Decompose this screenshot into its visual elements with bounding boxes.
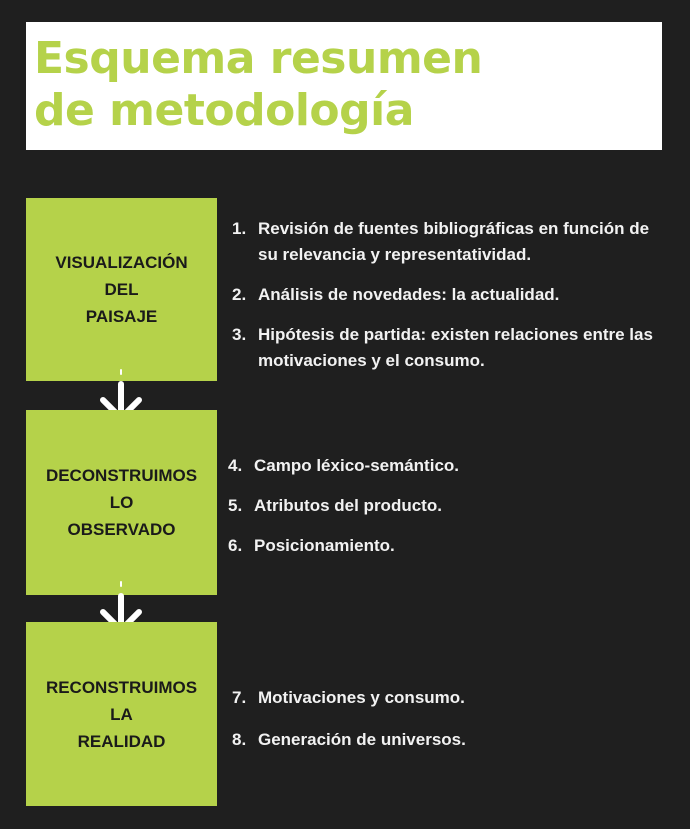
item-text: Hipótesis de partida: existen relaciones entre las motivaciones y el consumo. [258, 325, 653, 370]
stage-label-line: DEL [104, 280, 139, 299]
list-item [232, 322, 672, 374]
stage-3-items [232, 685, 672, 769]
stage-label-line: LO [109, 493, 134, 512]
item-number: 3. [232, 325, 247, 344]
item-number: 1. [232, 219, 247, 238]
item-number: 7. [232, 688, 247, 707]
item-text: Generación de universos. [258, 730, 466, 749]
list-item [232, 216, 672, 268]
stage-label-line: OBSERVADO [67, 520, 176, 539]
stage-box-deconstruimos [26, 410, 217, 595]
stage-label-line: DECONSTRUIMOS [45, 466, 198, 485]
item-number: 4. [228, 456, 243, 475]
title-line-2: de metodología [34, 85, 414, 136]
list-item [232, 727, 672, 753]
list-item [228, 453, 668, 479]
item-text: Posicionamiento. [254, 536, 395, 555]
stage-2-items [228, 453, 668, 573]
item-text: Campo léxico-semántico. [254, 456, 460, 475]
list-item [232, 282, 672, 308]
list-item [232, 685, 672, 711]
stage-box-reconstruimos [26, 622, 217, 806]
item-text: Análisis de novedades: la actualidad. [258, 285, 560, 304]
stage-label-line: REALIDAD [77, 731, 166, 751]
stage-label-line: LA [110, 704, 133, 724]
title-box [26, 22, 662, 150]
list-item [228, 493, 668, 519]
item-text: Revisión de fuentes bibliográficas en función de su relevancia y representatividad. [258, 219, 650, 264]
item-number: 5. [228, 496, 243, 515]
item-number: 8. [232, 730, 247, 749]
list-item [228, 533, 668, 559]
item-number: 6. [228, 536, 243, 555]
stage-1-items [232, 216, 672, 388]
stage-label-line: PAISAJE [85, 307, 158, 326]
item-text: Motivaciones y consumo. [258, 688, 465, 707]
title-line-1: Esquema resumen [34, 33, 483, 84]
stage-label-line: VISUALIZACIÓN [55, 253, 188, 272]
item-number: 2. [232, 285, 247, 304]
stage-box-visualizacion [26, 198, 217, 381]
item-text: Atributos del producto. [254, 496, 442, 515]
stage-label-line: RECONSTRUIMOS [45, 677, 198, 697]
